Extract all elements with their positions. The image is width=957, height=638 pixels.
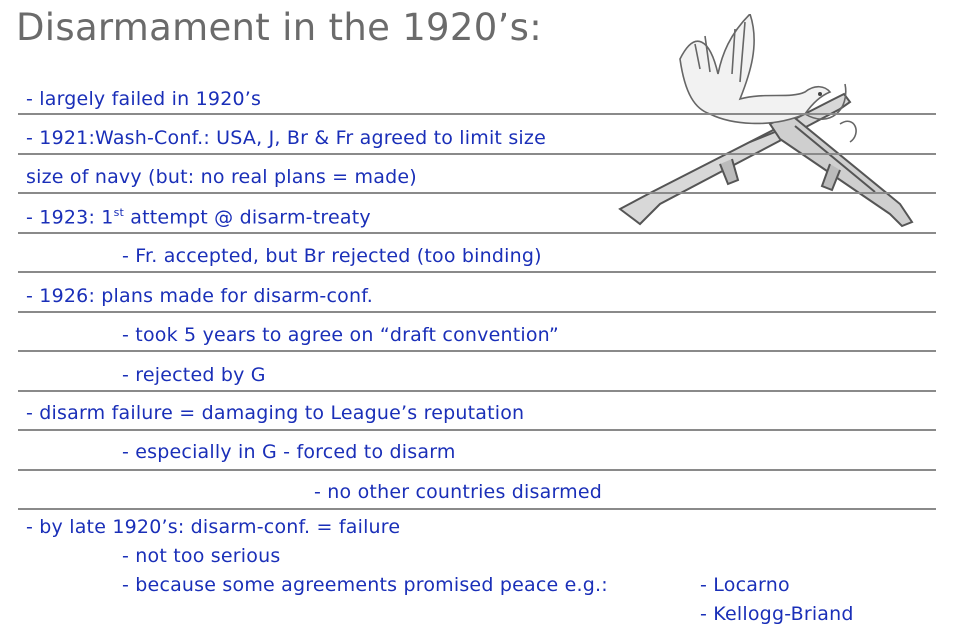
rule	[18, 508, 936, 510]
note-line: size of navy (but: no real plans = made)	[26, 166, 417, 188]
rifle-right	[770, 114, 912, 226]
note-text: attempt @ disarm-treaty	[124, 206, 371, 229]
note-line	[26, 206, 371, 228]
rule	[18, 350, 936, 352]
rule	[18, 311, 936, 313]
rule	[18, 153, 936, 155]
note-line: - Locarno	[700, 574, 790, 596]
rule	[18, 390, 936, 392]
dove-with-rifles-illustration	[600, 14, 930, 234]
note-line: - by late 1920’s: disarm-conf. = failure	[26, 516, 401, 538]
ordinal-suffix: st	[113, 206, 125, 219]
rule	[18, 232, 936, 234]
rule	[18, 271, 936, 273]
note-line: - Fr. accepted, but Br rejected (too binding)	[122, 245, 542, 267]
note-line: - 1921:Wash-Conf.: USA, J, Br & Fr agreed to limit size	[26, 127, 546, 149]
note-line: - not too serious	[122, 545, 281, 567]
note-line: - rejected by G	[122, 364, 266, 386]
note-line: - because some agreements promised peace e.g.:	[122, 574, 608, 596]
note-line: - Kellogg-Briand	[700, 603, 854, 625]
page-title: Disarmament in the 1920’s:	[16, 6, 542, 49]
rule	[18, 192, 936, 194]
dove	[680, 14, 856, 142]
note-line: - took 5 years to agree on “draft convention”	[122, 324, 559, 346]
rule	[18, 469, 936, 471]
note-line: - largely failed in 1920’s	[26, 88, 262, 110]
rule	[18, 113, 936, 115]
note-line: - 1926: plans made for disarm-conf.	[26, 285, 373, 307]
rule	[18, 429, 936, 431]
note-line: - no other countries disarmed	[314, 481, 602, 503]
note-line: - especially in G - forced to disarm	[122, 441, 456, 463]
note-text: - 1923: 1	[26, 206, 114, 229]
note-line: - disarm failure = damaging to League’s reputation	[26, 402, 525, 424]
